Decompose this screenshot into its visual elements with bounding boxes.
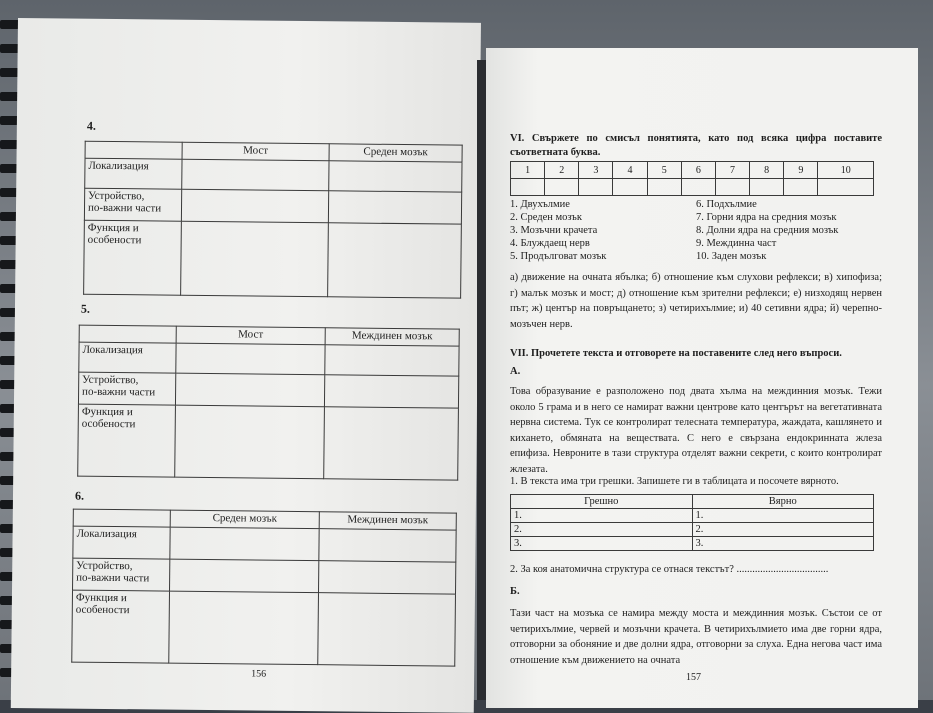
term-list-left <box>510 198 606 263</box>
row-label: Устройство, по-важни части <box>73 558 170 591</box>
options-paragraph: а) движение на очната ябълка; б) отношение към слухови рефлекси; в) хипофиза; г) малък мозък и мост; д) отношение към зрителни рефлекси; е) низходящ нервен път; ж) център на повръщането; з) четирихълмие; и) 40 сетивни ядра; й) черепно-мозъчен нерв. <box>510 272 882 330</box>
question-1: 1. В текста има три грешки. Запишете ги в таблицата и посочете вярното. <box>510 476 839 487</box>
table-cell: 3. <box>511 537 693 551</box>
table-row <box>511 523 874 537</box>
row-label: Локализация <box>79 342 176 373</box>
table-header: Вярно <box>692 495 874 509</box>
table-header: Междинен мозък <box>325 328 459 346</box>
table-header: Мост <box>182 142 329 161</box>
section-5-number: 5. <box>80 301 91 316</box>
right-page <box>486 48 918 708</box>
table-row <box>511 537 874 551</box>
grid-number: 6 <box>681 162 715 179</box>
section-4-number: 4. <box>86 118 96 133</box>
list-item: 5. Продълговат мозък <box>510 251 607 262</box>
list-item: 7. Горни ядра на средния мозък <box>696 212 837 223</box>
table-header: Среден мозък <box>170 510 319 529</box>
page-number: 156 <box>251 668 267 680</box>
grid-number: 7 <box>715 162 749 179</box>
table-row <box>511 509 874 523</box>
section-6-table <box>71 509 457 667</box>
section-6-number: 6. <box>74 488 85 503</box>
table-header <box>73 509 170 527</box>
grid-number: 4 <box>613 162 647 179</box>
part-b-label: Б. <box>510 586 520 597</box>
list-item: 6. Подхълмие <box>696 199 757 210</box>
row-label: Устройство, по-важни части <box>78 372 175 405</box>
grid-number: 3 <box>579 162 613 179</box>
table-cell: 2. <box>692 523 874 537</box>
grid-number: 5 <box>647 162 681 179</box>
list-item: 1. Двухълмие <box>510 199 570 210</box>
answer-grid <box>510 161 874 196</box>
errors-table <box>510 494 874 551</box>
question-2: 2. За коя анатомична структура се отнася текстът? ................................... <box>510 564 829 575</box>
list-item: 8. Долни ядра на средния мозък <box>696 225 839 236</box>
table-header <box>79 325 176 343</box>
part-b-text: Тази част на мозъка се намира между моста и междинния мозък. Състои се от четирихълмие, червей и мозъчни крачета. В четирихълмието има две горни ядра, отговорни за обоняние и две долни ядра, отговорни за слуха. Една негова част има отношение към движението на очната <box>510 608 882 666</box>
term-list-right <box>696 198 838 263</box>
list-item: 3. Мозъчни крачета <box>510 225 598 236</box>
page-number: 157 <box>686 672 701 683</box>
table-header: Мост <box>176 326 325 345</box>
grid-number: 2 <box>545 162 579 179</box>
table-cell: 1. <box>511 509 693 523</box>
table-header: Грешно <box>511 495 693 509</box>
section-vi-title: VI. Свържете по смисъл понятията, като под всяка цифра поставите съответната буква. <box>510 133 882 158</box>
table-header: Междинен мозък <box>319 512 456 530</box>
row-label: Устройство, по-важни части <box>84 188 181 221</box>
part-a-text: Това образувание е разположено под двата хълма на междинния мозък. Тежи около 5 грама и в него се намират важни центрове като центърът на вегетативната нервна система. Тук се контролират телесната температура, жаждата, кашлянето и кихането, обмяната на веществата. С него е свързана ендокринната жлеза епифиза. Невроните в тази структура отделят важни секрети, с които контролират жлезата. <box>510 386 882 475</box>
grid-number: 9 <box>784 162 818 179</box>
row-label: Функция и особености <box>78 404 176 477</box>
left-page <box>11 18 481 713</box>
grid-number: 10 <box>818 162 874 179</box>
table-cell: 2. <box>511 523 693 537</box>
list-item: 4. Блуждаещ нерв <box>510 238 590 249</box>
row-label: Функция и особености <box>72 590 170 663</box>
section-vii-title: VII. Прочетете текста и отговорете на поставените след него въпроси. <box>510 348 842 359</box>
grid-number: 8 <box>750 162 784 179</box>
list-item: 10. Заден мозък <box>696 251 767 262</box>
list-item: 9. Междинна част <box>696 238 777 249</box>
row-label: Локализация <box>85 158 182 189</box>
section-4-table <box>83 141 463 299</box>
grid-number: 1 <box>511 162 545 179</box>
table-cell: 1. <box>692 509 874 523</box>
table-cell: 3. <box>692 537 874 551</box>
row-label: Локализация <box>73 526 170 559</box>
part-a-label: А. <box>510 366 521 377</box>
table-header: Среден мозък <box>329 144 462 162</box>
list-item: 2. Среден мозък <box>510 212 582 223</box>
section-5-table <box>77 325 460 481</box>
row-label: Функция и особености <box>84 220 182 295</box>
table-header <box>85 141 182 159</box>
